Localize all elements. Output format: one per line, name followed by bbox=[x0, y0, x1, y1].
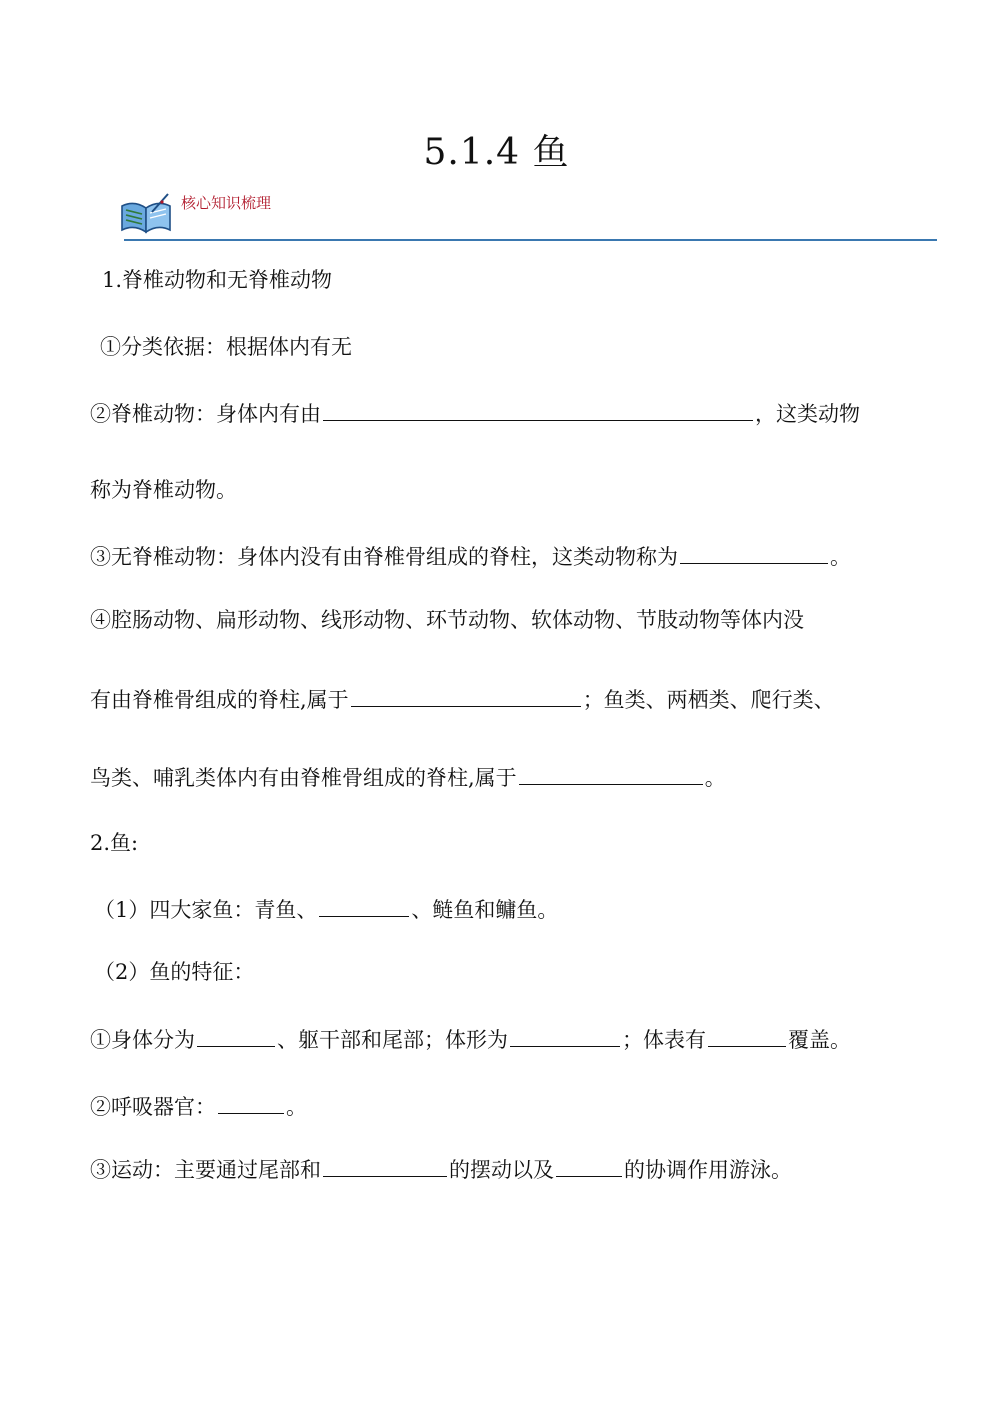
vertebrate-def-text-a: ②脊椎动物：身体内有由 bbox=[90, 402, 321, 426]
move-text-b: 的摆动以及 bbox=[449, 1158, 554, 1182]
blank-fish-name[interactable] bbox=[319, 894, 409, 917]
blank-movement-part[interactable] bbox=[323, 1154, 447, 1177]
blank-body-shape[interactable] bbox=[510, 1024, 620, 1047]
move-text-a: ③运动：主要通过尾部和 bbox=[90, 1158, 321, 1182]
groups-text-d: 鸟类、哺乳类体内有由脊椎骨组成的脊柱,属于 bbox=[90, 766, 517, 790]
fish-body-feature bbox=[90, 1024, 851, 1054]
vertebrate-def-text-b: ，这类动物 bbox=[755, 402, 860, 426]
blank-invertebrate-term[interactable] bbox=[680, 541, 828, 564]
blank-fins[interactable] bbox=[556, 1154, 622, 1177]
page-title: 5.1.4 鱼 bbox=[423, 132, 570, 173]
classification-basis: ①分类依据：根据体内有无 bbox=[100, 335, 352, 359]
body-text-a: ①身体分为 bbox=[90, 1028, 195, 1052]
heading-fish: 2.鱼: bbox=[90, 831, 139, 855]
fish-movement bbox=[90, 1154, 792, 1184]
groups-text-b: 有由脊椎骨组成的脊柱,属于 bbox=[90, 688, 349, 712]
blank-body-cover[interactable] bbox=[708, 1024, 786, 1047]
groups-text-e: 。 bbox=[704, 766, 726, 790]
breath-text-a: ②呼吸器官： bbox=[90, 1095, 216, 1119]
body-text-b: 、躯干部和尾部；体形为 bbox=[277, 1028, 508, 1052]
blank-breathing-organ[interactable] bbox=[218, 1091, 284, 1114]
vertebrate-definition bbox=[90, 398, 860, 428]
groups-text-c: ；鱼类、两栖类、爬行类、 bbox=[582, 688, 835, 712]
animal-groups-line3 bbox=[90, 762, 726, 792]
body-text-c: ；体表有 bbox=[622, 1028, 706, 1052]
section-label: 核心知识梳理 bbox=[181, 194, 272, 212]
animal-groups-line1: ④腔肠动物、扁形动物、线形动物、环节动物、软体动物、节肢动物等体内没 bbox=[90, 608, 804, 632]
open-book-icon bbox=[118, 192, 174, 236]
heading-vertebrates: 1.脊椎动物和无脊椎动物 bbox=[102, 268, 333, 292]
blank-group-invertebrate[interactable] bbox=[351, 684, 581, 707]
fish-breathing-organ bbox=[90, 1091, 307, 1121]
invertebrate-def-text-b: 。 bbox=[830, 545, 851, 569]
vertebrate-def-continuation: 称为脊椎动物。 bbox=[90, 478, 237, 502]
breath-text-b: 。 bbox=[286, 1095, 307, 1119]
section-divider bbox=[124, 239, 937, 241]
invertebrate-def-text-a: ③无脊椎动物：身体内没有由脊椎骨组成的脊柱，这类动物称为 bbox=[90, 545, 678, 569]
body-text-d: 覆盖。 bbox=[788, 1028, 851, 1052]
four-fish-text-b: 、鲢鱼和鳙鱼。 bbox=[411, 898, 559, 922]
four-major-fish bbox=[94, 894, 558, 924]
fish-features-heading: （2）鱼的特征： bbox=[94, 960, 255, 984]
animal-groups-line2 bbox=[90, 684, 835, 714]
blank-vertebrate-structure[interactable] bbox=[323, 398, 753, 421]
four-fish-text-a: （1）四大家鱼：青鱼、 bbox=[94, 898, 318, 922]
invertebrate-definition bbox=[90, 541, 851, 571]
blank-group-vertebrate[interactable] bbox=[519, 762, 703, 785]
move-text-c: 的协调作用游泳。 bbox=[624, 1158, 792, 1182]
blank-body-part[interactable] bbox=[197, 1024, 275, 1047]
